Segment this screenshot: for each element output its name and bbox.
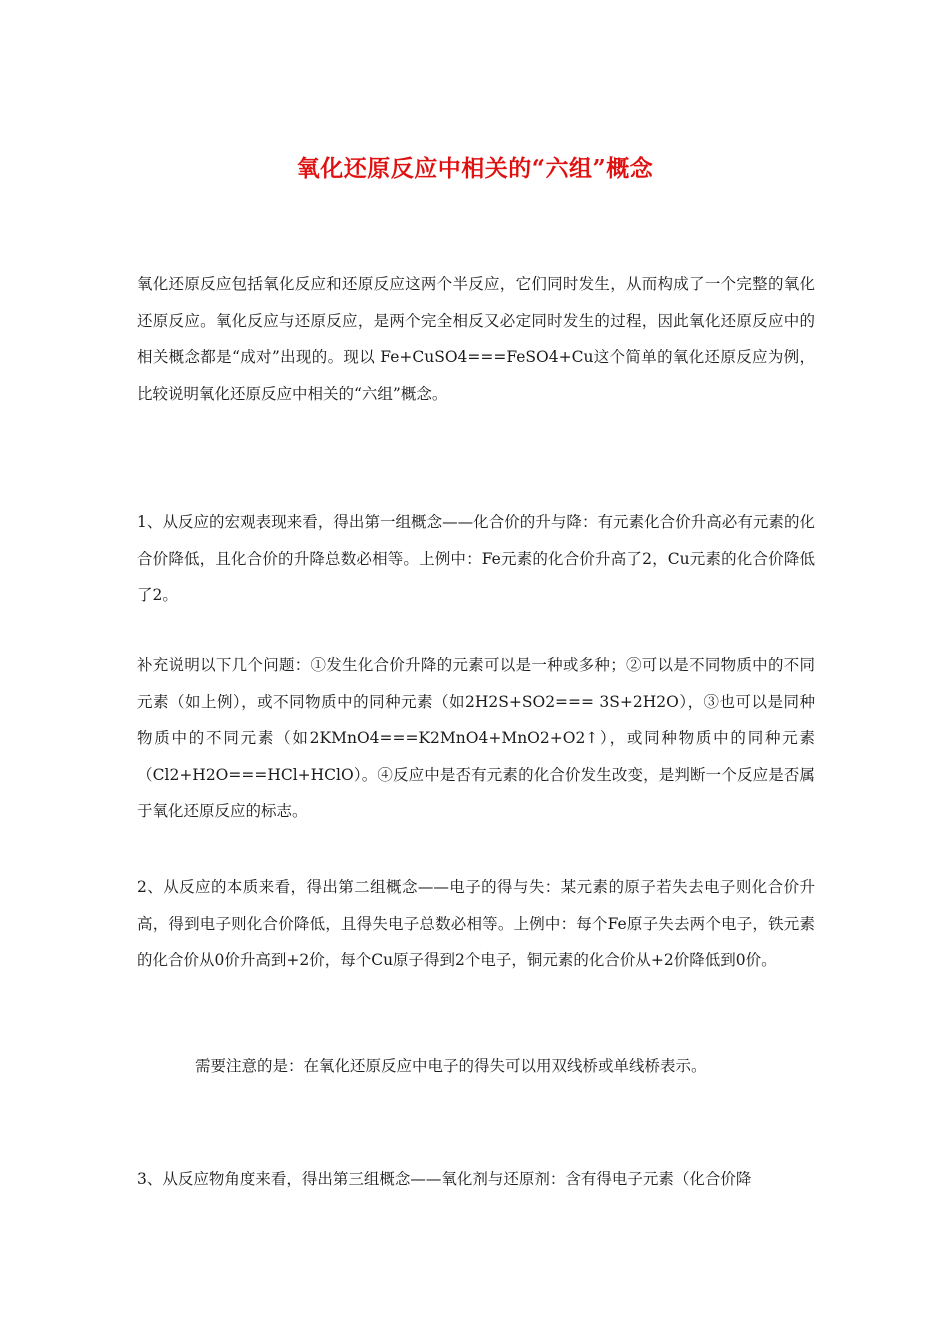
document-title: 氧化还原反应中相关的“六组”概念 <box>296 155 654 182</box>
section-1-supplement-paragraph: 补充说明以下几个问题：①发生化合价升降的元素可以是一种或多种；②可以是不同物质中的不同元素（如上例），或不同物质中的同种元素（如2H2S+SO2=== 3S+2H2O），③也可以是同种物质中的不同元素（如2KMnO4===K2MnO4+MnO2+O2↑），或同种物质中的同种元素（Cl2+H2O===HCl+HClO）。④反应中是否有元素的化合价发生改变，是判断一个反应是否属于氧化还原反应的标志。 <box>137 656 815 820</box>
section-1-paragraph: 1、从反应的宏观表现来看，得出第一组概念——化合价的升与降：有元素化合价升高必有元素的化合价降低，且化合价的升降总数必相等。上例中：Fe元素的化合价升高了2，Cu元素的化合价降低了2。 <box>137 513 815 604</box>
section-2-paragraph: 2、从反应的本质来看，得出第二组概念——电子的得与失：某元素的原子若失去电子则化合价升高，得到电子则化合价降低，且得失电子总数必相等。上例中：每个Fe原子失去两个电子，铁元素的化合价从0价升高到+2价，每个Cu原子得到2个电子，铜元素的化合价从+2价降低到0价。 <box>137 878 815 969</box>
section-2-note: 需要注意的是：在氧化还原反应中电子的得失可以用双线桥或单线桥表示。 <box>195 1057 707 1075</box>
intro-paragraph: 氧化还原反应包括氧化反应和还原反应这两个半反应，它们同时发生，从而构成了一个完整的氧化还原反应。氧化反应与还原反应，是两个完全相反又必定同时发生的过程，因此氧化还原反应中的相关概念都是“成对”出现的。现以 Fe+CuSO4===FeSO4+Cu这个简单的氧化还原反应为例，比较说明氧化还原反应中相关的“六组”概念。 <box>137 275 815 403</box>
section-3-paragraph: 3、从反应物角度来看，得出第三组概念——氧化剂与还原剂：含有得电子元素（化合价降 <box>137 1170 752 1188</box>
